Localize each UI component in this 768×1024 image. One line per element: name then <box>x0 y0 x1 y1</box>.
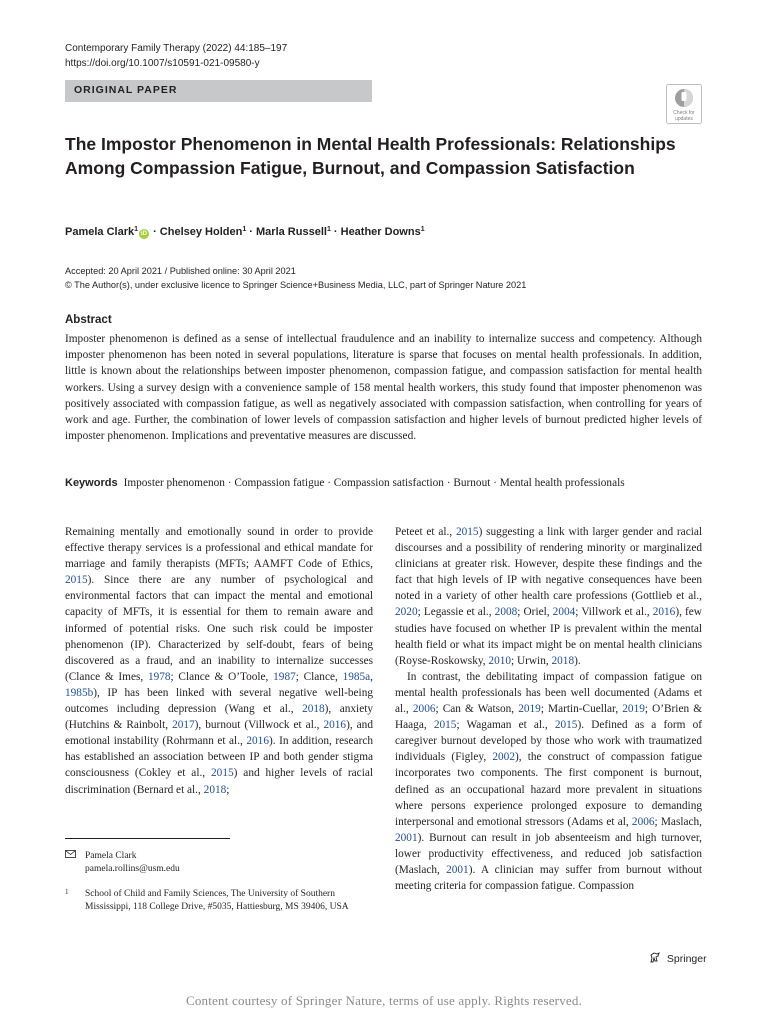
citation-link[interactable]: 1987 <box>273 670 296 683</box>
author-separator: · <box>150 226 160 238</box>
citation-link[interactable]: 2017 <box>172 719 195 732</box>
body-text: ; O’Brien & Haaga, <box>395 703 702 732</box>
body-paragraph <box>65 524 373 798</box>
citation-link[interactable]: 2015 <box>433 719 457 732</box>
envelope-icon <box>65 850 85 876</box>
publisher-logo <box>649 952 707 965</box>
body-text: In contrast, the debilitating impact of compassion fatigue on mental health professionals has been well documented (Adams et al., <box>395 670 702 716</box>
affiliation-sup: 1 <box>420 226 425 233</box>
body-text: ), the construct of compassion fatigue incorporates two components. The first component is burnout, defined as an occupational hazard more prevalent in situations where persons experience prolonged exposure to demanding interpersonal and emotional stressors (Adams et al, <box>395 751 702 828</box>
affiliation-footnote <box>65 888 365 914</box>
affiliation-sup: 1 <box>242 226 247 233</box>
orcid-icon[interactable]: iD <box>141 231 148 237</box>
author-name[interactable]: Pamela Clark <box>65 226 135 238</box>
author-name[interactable]: Chelsey Holden <box>159 226 243 238</box>
paper-type-label: ORIGINAL PAPER <box>74 84 178 96</box>
dates-line: Accepted: 20 April 2021 / Published online: 30 April 2021 <box>65 266 296 276</box>
body-column-left <box>65 524 373 798</box>
citation-link[interactable]: 2008 <box>494 606 518 619</box>
journal-header <box>65 41 287 71</box>
paper-title: The Impostor Phenomenon in Mental Health Professionals: Relationships Among Compassion Fatigue, Burnout, and Compassion Satisfaction <box>65 134 676 178</box>
body-text: ; Can & Watson, <box>435 703 519 716</box>
body-text: ; Wagaman et al., <box>456 719 555 732</box>
body-text: ; Legassie et al., <box>417 606 495 619</box>
body-paragraph <box>395 524 702 669</box>
citation-link[interactable]: 2015 <box>455 526 479 538</box>
citation-link[interactable]: 2015 <box>211 767 234 780</box>
affiliation-text: School of Child and Family Sciences, The University of Southern Mississippi, 118 College Drive, #5035, Hattiesburg, MS 39406, USA <box>85 889 349 912</box>
body-text: ; Clance & O’Toole, <box>170 670 274 683</box>
body-text: Peteet et al., <box>395 526 456 538</box>
citation-link[interactable]: 2004 <box>552 606 576 619</box>
citation-link[interactable]: 2006 <box>631 815 655 828</box>
citation-link[interactable]: 2001 <box>395 831 418 844</box>
abstract-text: Imposter phenomenon is defined as a sense of intellectual fraudulence and an inability to internalize success and competency. Although imposter phenomenon has been noted in several populations, literature is sparse that focuses on mental health professionals. In addition, little is known about the relationships between imposter phenomenon, compassion fatigue, and compassion satisfaction for mental health workers. Using a survey design with a convenience sample of 158 mental health workers, this study found that imposter phenomenon was positively associated with compassion fatigue, as well as negatively associated with compassion satisfaction, when controlling for years of work and age. Further, the combination of lower levels of compassion satisfaction and higher levels of burnout predicted higher levels of imposter phenomenon. Implications and preventative measures are discussed. <box>65 333 702 443</box>
body-paragraph <box>395 669 702 894</box>
affiliation-sup: 1 <box>326 226 331 233</box>
author-name[interactable]: Heather Downs <box>340 226 421 238</box>
affiliation-mark: 1 <box>65 888 69 896</box>
body-text: ). Defined as a form of caregiver burnout developed by those who work with traumatized individuals (Figley, <box>395 719 703 764</box>
body-text: Remaining mentally and emotionally sound in order to provide effective therapy services is a professional and ethical mandate for marriage and family therapists (MFTs; AAMFT Code of Ethics, <box>65 526 373 571</box>
citation-link[interactable]: 2018 <box>203 783 227 796</box>
body-text: ; Maslach, <box>654 815 702 828</box>
body-text: ). Since there are any number of psychological and environmental factors that can impact the mental and emotional capacity of MFTs, it is essential for them to remain aware and informed of potential risks. One such risk could be imposter phenomenon (IP). Characterized by self-doubt, fears of being discovered as a fraud, and an inability to internalize successes (Clance & Imes, <box>65 574 373 683</box>
citation-link[interactable]: 2019 <box>622 703 645 716</box>
author-list <box>65 226 425 239</box>
citation-link[interactable]: 2002 <box>492 751 515 764</box>
body-text: ; <box>226 783 230 796</box>
contact-footnote <box>65 850 365 876</box>
body-text: ) suggesting a link with larger gender and racial discourses and a possibility of rendering minority or marginalized clinicians at greater risk. However, despite these findings and the fact that high levels of IP with negative consequences have been noted in a variety of other health care professions (Gottlieb et al., <box>395 526 702 603</box>
check-for-updates-badge[interactable] <box>666 84 702 124</box>
body-text: ), IP has been linked with several negative well-being outcomes including depression (Wang et al., <box>65 686 373 716</box>
paper-type-bar <box>65 80 372 102</box>
contact-email[interactable]: pamela.rollins@usm.edu <box>85 864 180 874</box>
body-text: ). A clinician may suffer from burnout without meeting criteria for compassion fatigue. Compassion <box>395 863 703 893</box>
publisher-name: Springer <box>666 953 707 965</box>
citation-link[interactable]: 2019 <box>518 703 541 716</box>
body-text: ), and emotional instability (Rohrmann et al., <box>65 719 373 748</box>
body-text: ; Villwork et al., <box>575 606 653 619</box>
footnote-divider <box>65 838 230 839</box>
check-line1: Check for <box>673 110 695 116</box>
citation-link[interactable]: 2018 <box>302 703 325 716</box>
body-text: ). <box>574 654 581 667</box>
publication-dates <box>65 264 526 292</box>
body-text: ). Burnout can result in job absenteeism and high turnover, lower productivity effectiveness, and reduced job satisfaction (Maslach, <box>395 831 702 876</box>
citation-link[interactable]: 2020 <box>395 606 418 619</box>
citation-link[interactable]: 2001 <box>446 863 469 876</box>
body-text: ) and higher levels of racial discrimination (Bernard et al., <box>65 767 373 796</box>
citation-link[interactable]: 2016 <box>246 735 269 748</box>
body-text: ). In addition, research has established an association between IP and both gender stigma consciousness (Cokley et al., <box>65 735 373 780</box>
affiliation-sup: 1 <box>134 226 139 233</box>
body-text: ), few studies have focused on whether IP is prevalent within the mental health field or what its impact might be on mental health clinicians (Royse-Roskowsky, <box>395 606 702 667</box>
body-text: ; Clance, <box>295 670 343 683</box>
citation-link[interactable]: 2018 <box>551 654 575 667</box>
body-text: ), anxiety (Hutchins & Rainbolt, <box>65 703 373 732</box>
author-separator: · <box>330 226 341 238</box>
author-name[interactable]: Marla Russell <box>256 226 327 238</box>
copyright-line: © The Author(s), under exclusive licence to Springer Science+Business Media, LLC, part of Springer Nature 2021 <box>65 280 527 290</box>
body-text: ; Martin-Cuellar, <box>540 703 623 716</box>
journal-citation: Contemporary Family Therapy (2022) 44:185–197 <box>65 43 288 54</box>
citation-link[interactable]: 1978 <box>147 670 171 683</box>
citation-link[interactable]: 1985b <box>65 686 94 699</box>
springer-horse-icon <box>649 953 667 965</box>
doi-link[interactable]: https://doi.org/10.1007/s10591-021-09580-y <box>65 58 260 69</box>
citation-link[interactable]: 2015 <box>65 574 88 587</box>
citation-link[interactable]: 2016 <box>323 719 347 732</box>
body-text: ; Urwin, <box>511 654 552 667</box>
body-text: , <box>370 670 373 683</box>
keywords-heading: Keywords <box>65 477 118 489</box>
citation-link[interactable]: 2016 <box>652 606 676 619</box>
body-column-right <box>395 524 702 894</box>
citation-link[interactable]: 2010 <box>488 654 512 667</box>
body-text: ; Oriel, <box>517 606 553 619</box>
abstract-heading: Abstract <box>65 314 112 326</box>
contact-name: Pamela Clark <box>85 851 137 861</box>
courtesy-watermark: Content courtesy of Springer Nature, terms of use apply. Rights reserved. <box>185 993 583 1008</box>
check-line2: updates <box>675 116 693 122</box>
footnotes <box>65 850 365 914</box>
keywords-text: Imposter phenomenon · Compassion fatigue · Compassion satisfaction · Burnout · Mental health professionals <box>123 477 625 489</box>
citation-link[interactable]: 2006 <box>412 703 436 716</box>
author-separator: · <box>246 226 257 238</box>
keywords-line <box>65 477 705 489</box>
citation-link[interactable]: 2015 <box>554 719 578 732</box>
check-for-updates-icon <box>666 84 702 124</box>
body-text: ), burnout (Villwock et al., <box>194 719 324 732</box>
citation-link[interactable]: 1985a <box>342 670 371 683</box>
